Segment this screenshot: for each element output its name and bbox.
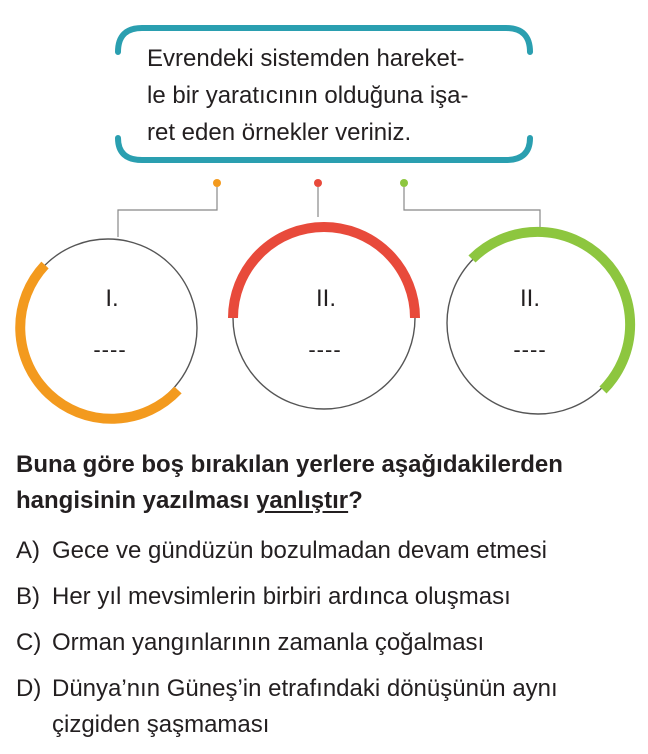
option-c-text: Orman yangınlarının zamanla çoğalması xyxy=(52,629,485,656)
question-line-2-start: hangisinin yazılması xyxy=(16,487,257,514)
option-b-text: Her yıl mevsimlerin birbiri ardınca oluşması xyxy=(52,583,511,610)
question-line-2 xyxy=(16,483,641,519)
connector-line-1 xyxy=(118,187,217,237)
question-underlined-word: yanlıştır xyxy=(256,487,349,514)
prompt-line-1: Evrendeki sistemden hareket- xyxy=(147,45,465,72)
circle-3-label: II. xyxy=(519,285,540,312)
connector-dot-orange xyxy=(213,179,221,187)
circle-1-blank: ---- xyxy=(93,337,127,362)
option-c-letter: C) xyxy=(16,629,42,656)
option-a-letter: A) xyxy=(16,537,40,564)
prompt-line-2: le bir yaratıcının olduğuna işa- xyxy=(147,82,469,109)
question-line-1: Buna göre boş bırakılan yerlere aşağıdakilerden xyxy=(16,451,563,478)
option-b-letter: B) xyxy=(16,583,40,610)
question-mark: ? xyxy=(348,487,363,514)
question-stem xyxy=(16,447,641,519)
option-d-letter: D) xyxy=(16,675,42,702)
circle-2-label: II. xyxy=(315,285,336,312)
circle-3-blank: ---- xyxy=(513,337,547,362)
prompt-text xyxy=(147,40,517,151)
option-a-text: Gece ve gündüzün bozulmadan devam etmesi xyxy=(52,537,547,564)
option-d-text-line-2: çizgiden şaşmaması xyxy=(52,711,270,738)
option-d-text-line-1: Dünya’nın Güneş’in etrafındaki dönüşünün aynı xyxy=(52,675,558,702)
prompt-line-3: ret eden örnekler veriniz. xyxy=(147,119,412,146)
connector-dot-green xyxy=(400,179,408,187)
circle-1-label: I. xyxy=(105,285,119,312)
circle-2-blank: ---- xyxy=(308,337,342,362)
connector-dot-red xyxy=(314,179,322,187)
